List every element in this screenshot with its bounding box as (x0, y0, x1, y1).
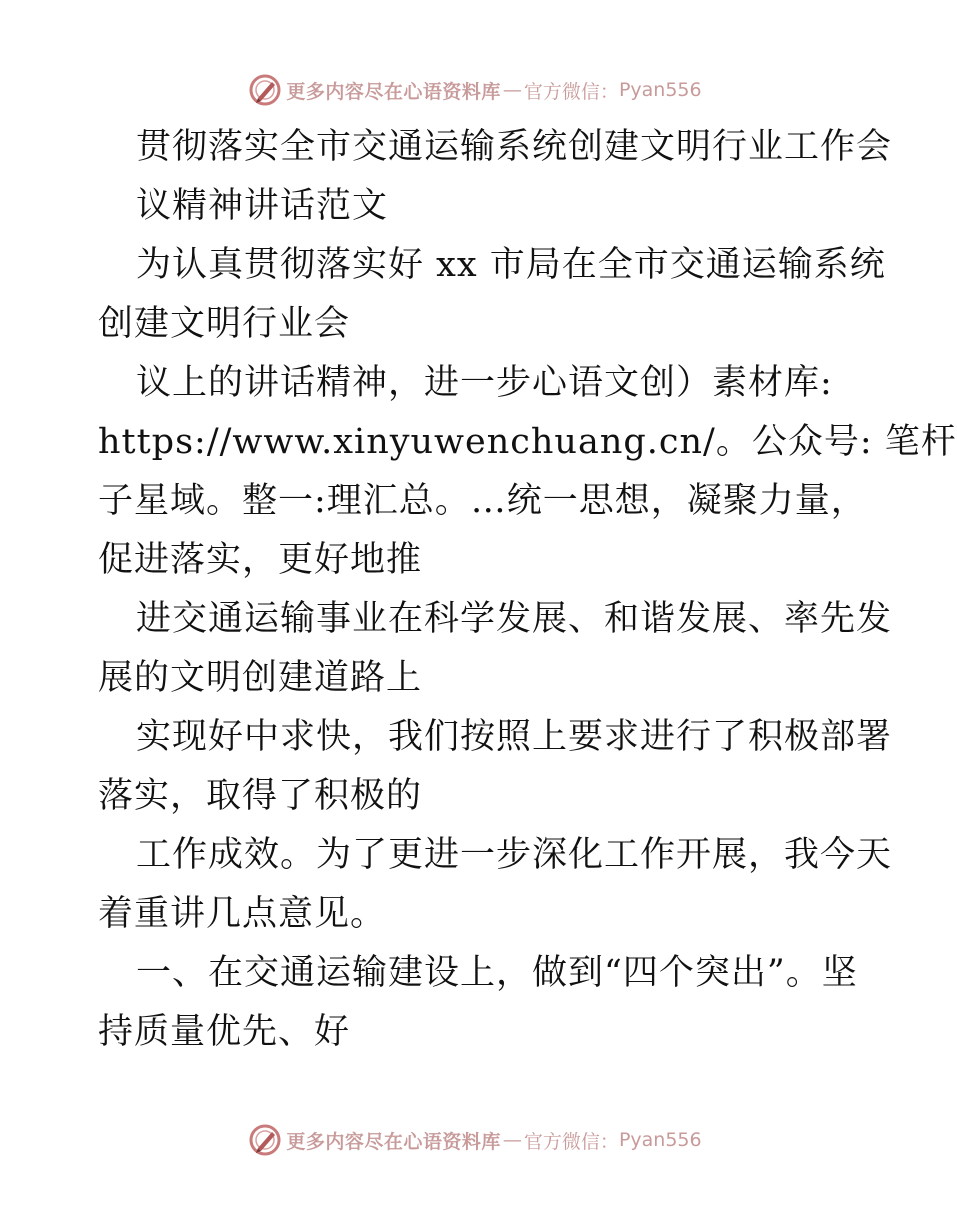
doc-line-title-2: 议精神讲话范文 (136, 186, 389, 226)
doc-line: 议上的讲话精神，进一步心语文创）素材库: (136, 363, 833, 403)
doc-line: 进交通运输事业在科学发展、和谐发展、率先发 (136, 599, 893, 639)
watermark-brand: 更多内容尽在心语资料库 (286, 80, 501, 103)
watermark-separator: — (502, 79, 522, 101)
doc-line: 着重讲几点意见。 (98, 894, 387, 934)
doc-line: https://www.xinyuwenchuang.cn/。公众号: 笔杆 (98, 422, 957, 462)
doc-line: 一、在交通运输建设上，做到“四个突出”。坚 (136, 953, 858, 993)
watermark-separator: — (502, 1129, 522, 1151)
watermark-brand: 更多内容尽在心语资料库 (286, 1130, 501, 1153)
doc-line-title-1: 贯彻落实全市交通运输系统创建文明行业工作会 (136, 127, 893, 167)
pen-seal-logo-icon (248, 1123, 282, 1157)
doc-line: 促进落实，更好地推 (98, 540, 423, 580)
doc-line: 落实，取得了积极的 (98, 776, 423, 816)
doc-line: 持质量优先、好 (98, 1012, 351, 1052)
doc-line: 展的文明创建道路上 (98, 658, 423, 698)
watermark-wechat-label: 官方微信： (523, 80, 619, 103)
doc-line: 实现好中求快，我们按照上要求进行了积极部署 (136, 717, 893, 757)
doc-line: 为认真贯彻落实好 xx 市局在全市交通运输系统 (136, 245, 886, 285)
watermark-wechat-id: Pyan556 (618, 79, 702, 101)
watermark-wechat-label: 官方微信： (523, 1130, 619, 1153)
footer-watermark (0, 1120, 950, 1160)
watermark-wechat-id: Pyan556 (618, 1129, 702, 1151)
document-body (98, 118, 957, 1062)
doc-line: 工作成效。为了更进一步深化工作开展，我今天 (136, 835, 893, 875)
doc-line: 子星域。整一:理汇总。…统一思想，凝聚力量， (98, 481, 867, 521)
doc-line: 创建文明行业会 (98, 304, 351, 344)
pen-seal-logo-icon (248, 73, 282, 107)
header-watermark (0, 70, 950, 110)
